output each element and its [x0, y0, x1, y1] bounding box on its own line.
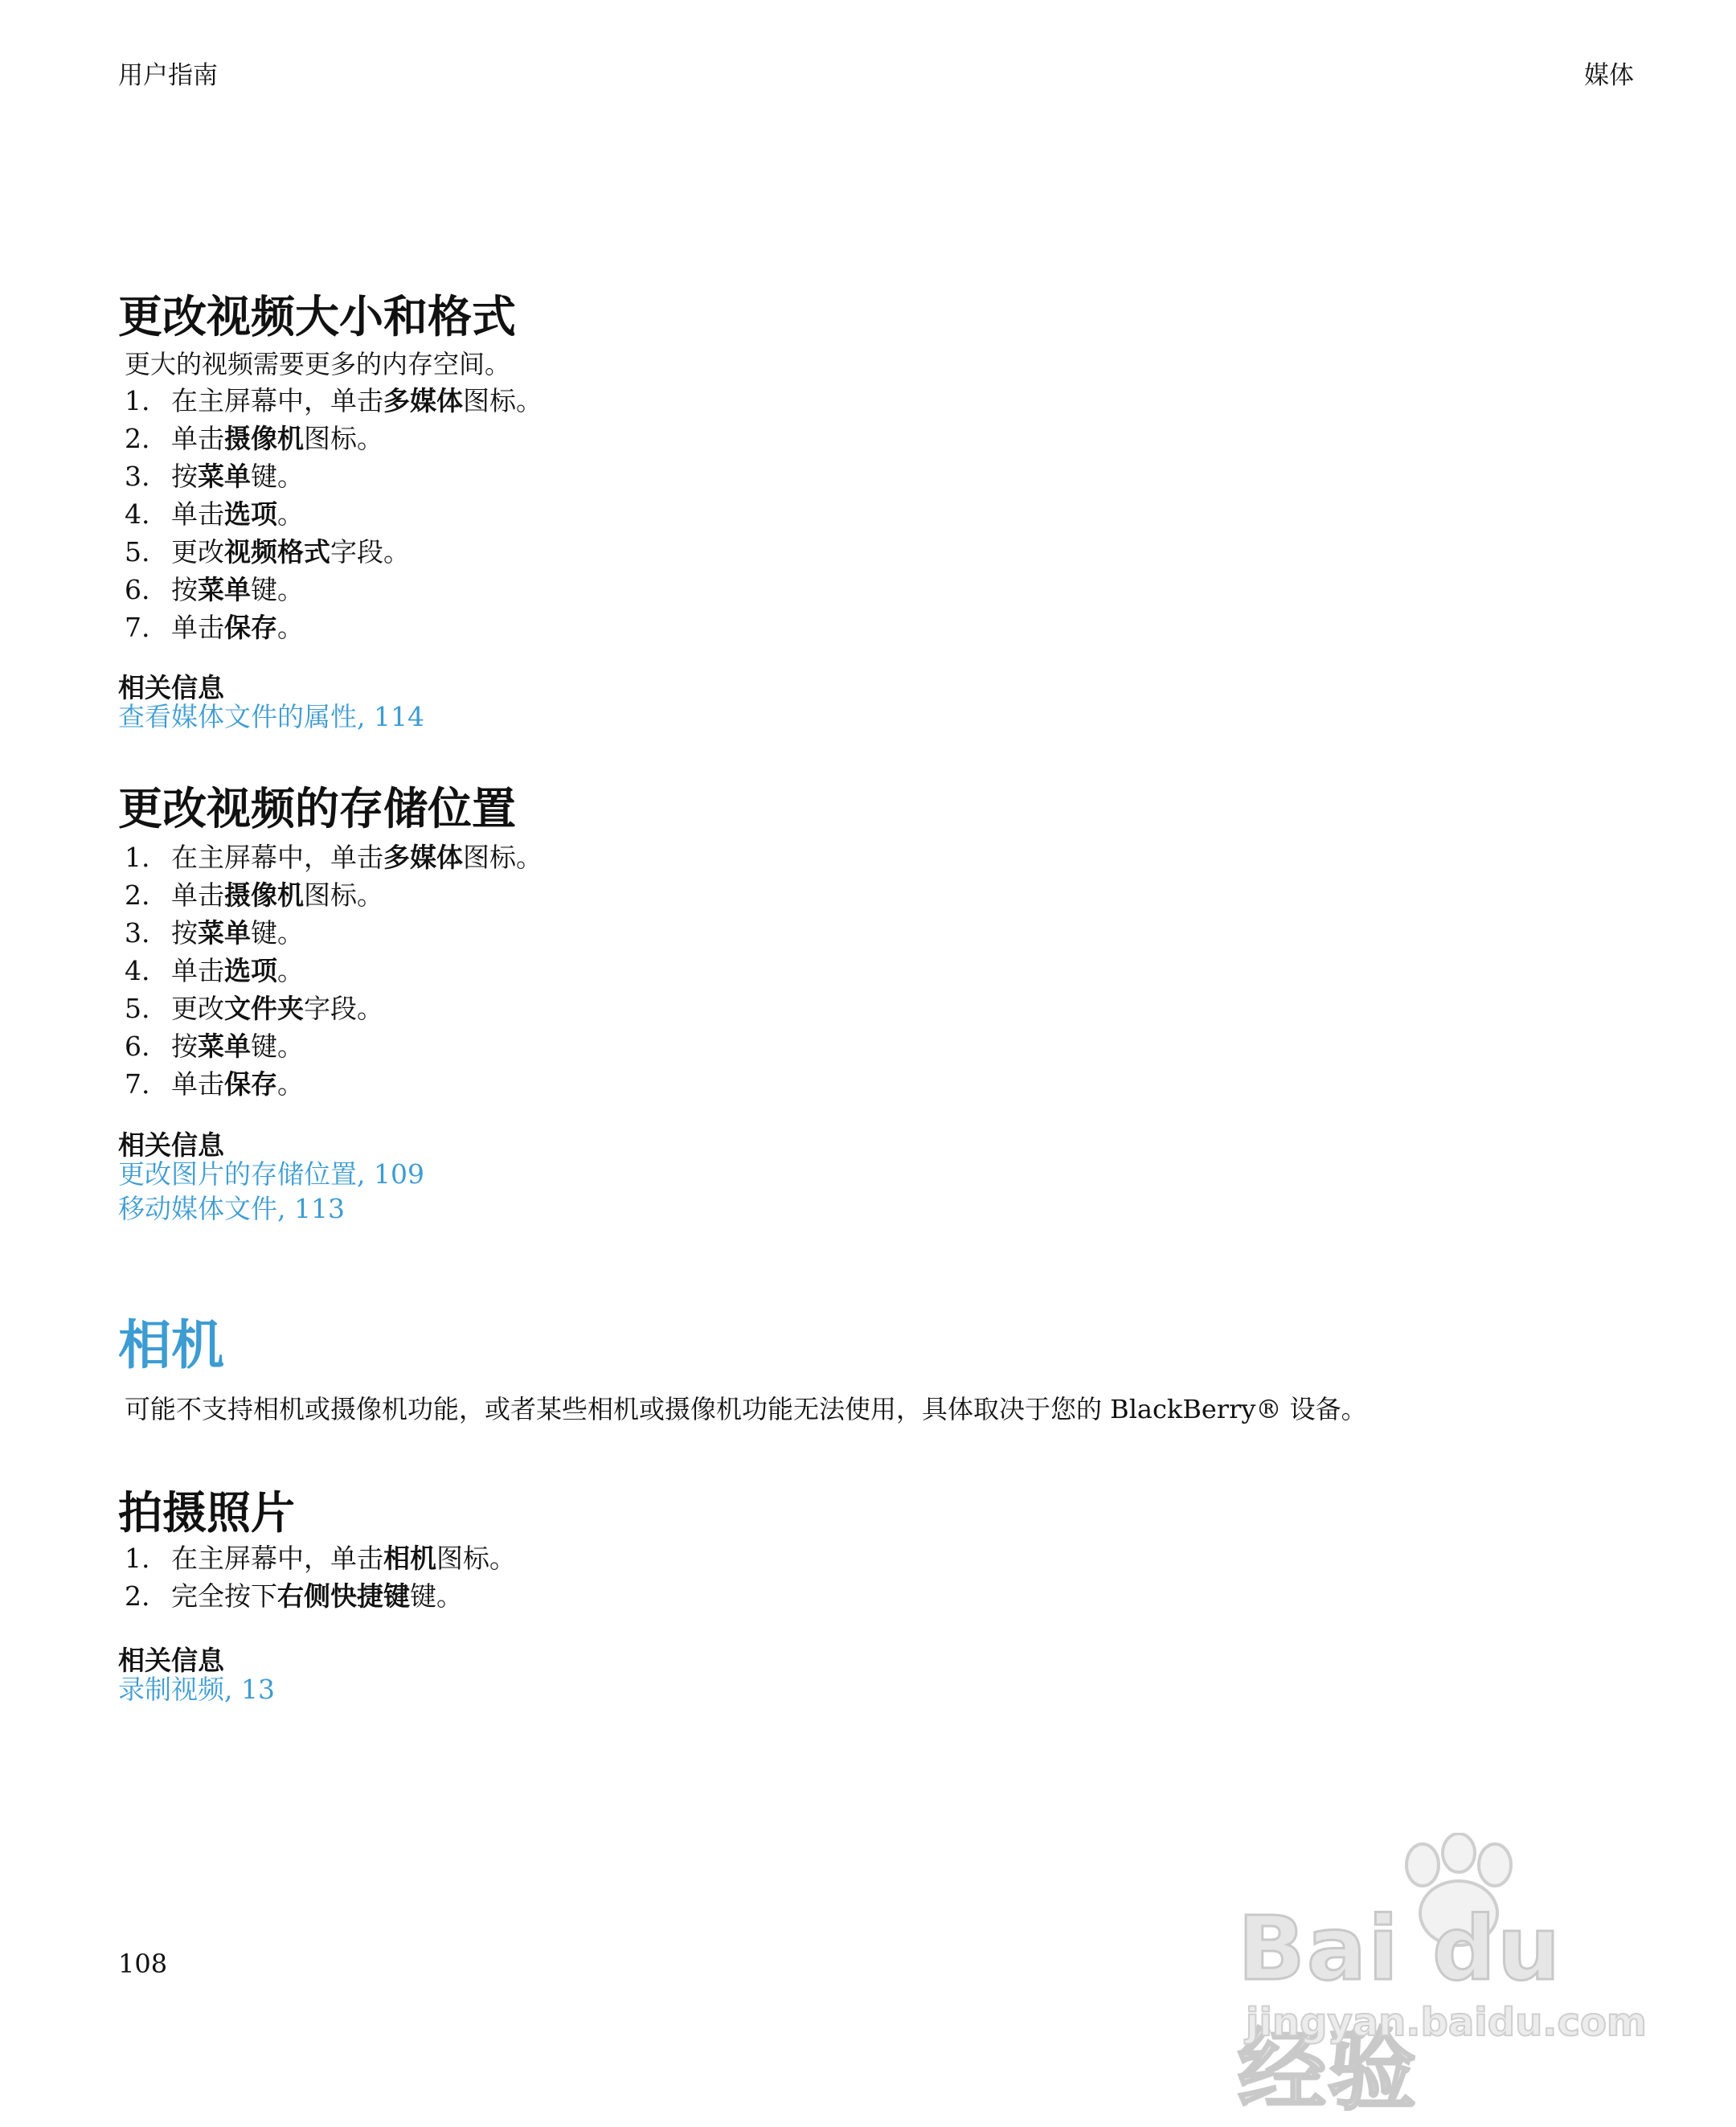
step-text: 单击	[171, 498, 224, 530]
step-text: 更改	[171, 993, 224, 1024]
step-text: 字段。	[304, 993, 383, 1024]
step-text: 按	[171, 574, 198, 605]
step-item	[125, 1539, 516, 1577]
step-number: 6.	[125, 1031, 150, 1062]
step-item	[125, 876, 542, 914]
section-title: 更改视频的存储位置	[118, 783, 517, 834]
step-number: 5.	[125, 536, 150, 568]
step-item	[125, 420, 542, 457]
section-title: 拍摄照片	[118, 1487, 296, 1539]
related-link[interactable]: 查看媒体文件的属性, 114	[118, 701, 424, 732]
step-number: 3.	[125, 917, 150, 949]
step-number: 7.	[125, 1068, 150, 1100]
step-item	[125, 571, 542, 609]
chapter-title: 相机	[118, 1314, 224, 1376]
related-info-heading: 相关信息	[118, 1129, 224, 1161]
step-text: 完全按下	[171, 1580, 277, 1612]
step-text: 单击	[171, 1068, 224, 1100]
step-number: 6.	[125, 574, 150, 605]
step-text: 单击	[171, 423, 224, 454]
step-item	[125, 1027, 542, 1065]
step-text: 键。	[251, 1031, 304, 1062]
step-text: 在主屏幕中，单击	[171, 842, 383, 873]
steps-list	[125, 1539, 516, 1615]
step-number: 1.	[125, 842, 150, 873]
step-number: 4.	[125, 498, 150, 530]
related-link[interactable]: 移动媒体文件, 113	[118, 1193, 345, 1224]
step-ui-term: 多媒体	[383, 842, 463, 873]
step-text: 。	[277, 612, 304, 643]
baidu-watermark	[1238, 1833, 1656, 2122]
step-item	[125, 952, 542, 990]
step-number: 7.	[125, 612, 150, 643]
step-item	[125, 990, 542, 1027]
step-number: 3.	[125, 461, 150, 492]
step-item	[125, 533, 542, 571]
step-ui-term: 摄像机	[224, 879, 304, 911]
step-ui-term: 菜单	[198, 461, 251, 492]
step-ui-term: 选项	[224, 498, 277, 530]
section-title: 更改视频大小和格式	[118, 291, 517, 342]
step-ui-term: 右侧快捷键	[277, 1580, 410, 1612]
step-text: 。	[277, 955, 304, 986]
step-number: 2.	[125, 1580, 150, 1612]
step-text: 字段。	[330, 536, 410, 568]
step-text: 单击	[171, 879, 224, 911]
step-item	[125, 1577, 516, 1615]
step-ui-term: 选项	[224, 955, 277, 986]
step-text: 单击	[171, 612, 224, 643]
step-number: 1.	[125, 385, 150, 416]
steps-list	[125, 382, 542, 646]
step-text: 按	[171, 1031, 198, 1062]
step-item	[125, 495, 542, 533]
step-item	[125, 382, 542, 420]
step-ui-term: 保存	[224, 612, 277, 643]
step-ui-term: 保存	[224, 1068, 277, 1100]
step-ui-term: 摄像机	[224, 423, 304, 454]
chapter-intro: 可能不支持相机或摄像机功能，或者某些相机或摄像机功能无法使用，具体取决于您的 BlackBerry® 设备。	[125, 1394, 1367, 1424]
step-text: 键。	[251, 461, 304, 492]
step-text: 图标。	[463, 385, 542, 416]
step-text: 。	[277, 1068, 304, 1100]
related-links	[118, 699, 424, 734]
related-link[interactable]: 更改图片的存储位置, 109	[118, 1158, 424, 1190]
related-links	[118, 1157, 424, 1226]
step-item	[125, 609, 542, 646]
step-ui-term: 文件夹	[224, 993, 304, 1024]
step-text: 在主屏幕中，单击	[171, 385, 383, 416]
step-text: 单击	[171, 955, 224, 986]
step-number: 5.	[125, 993, 150, 1024]
step-text: 键。	[251, 574, 304, 605]
step-ui-term: 菜单	[198, 1031, 251, 1062]
step-ui-term: 视频格式	[224, 536, 330, 568]
step-number: 2.	[125, 879, 150, 911]
step-text: 图标。	[463, 842, 542, 873]
watermark-brand: Bai du 经验	[1238, 1897, 1562, 2122]
related-info-heading: 相关信息	[118, 672, 224, 703]
step-text: 图标。	[436, 1543, 516, 1574]
related-links	[118, 1672, 275, 1707]
page-number: 108	[118, 1949, 168, 1979]
running-header-right: 媒体	[1584, 61, 1634, 90]
step-item	[125, 457, 542, 495]
watermark-url: jingyan.baidu.com	[1246, 2000, 1647, 2045]
step-text: 更改	[171, 536, 224, 568]
step-item	[125, 1065, 542, 1103]
step-item	[125, 914, 542, 952]
step-number: 1.	[125, 1543, 150, 1574]
step-text: 。	[277, 498, 304, 530]
step-item	[125, 838, 542, 876]
step-ui-term: 相机	[383, 1543, 436, 1574]
steps-list	[125, 838, 542, 1103]
step-text: 图标。	[304, 423, 383, 454]
related-info-heading: 相关信息	[118, 1645, 224, 1676]
step-text: 键。	[410, 1580, 463, 1612]
step-number: 2.	[125, 423, 150, 454]
step-text: 键。	[251, 917, 304, 949]
related-link[interactable]: 录制视频, 13	[118, 1674, 275, 1705]
section-intro: 更大的视频需要更多的内存空间。	[125, 349, 511, 379]
step-ui-term: 多媒体	[383, 385, 463, 416]
step-text: 图标。	[304, 879, 383, 911]
step-ui-term: 菜单	[198, 574, 251, 605]
step-ui-term: 菜单	[198, 917, 251, 949]
step-text: 在主屏幕中，单击	[171, 1543, 383, 1574]
step-number: 4.	[125, 955, 150, 986]
step-text: 按	[171, 461, 198, 492]
step-text: 按	[171, 917, 198, 949]
running-header-left: 用户指南	[118, 61, 218, 90]
